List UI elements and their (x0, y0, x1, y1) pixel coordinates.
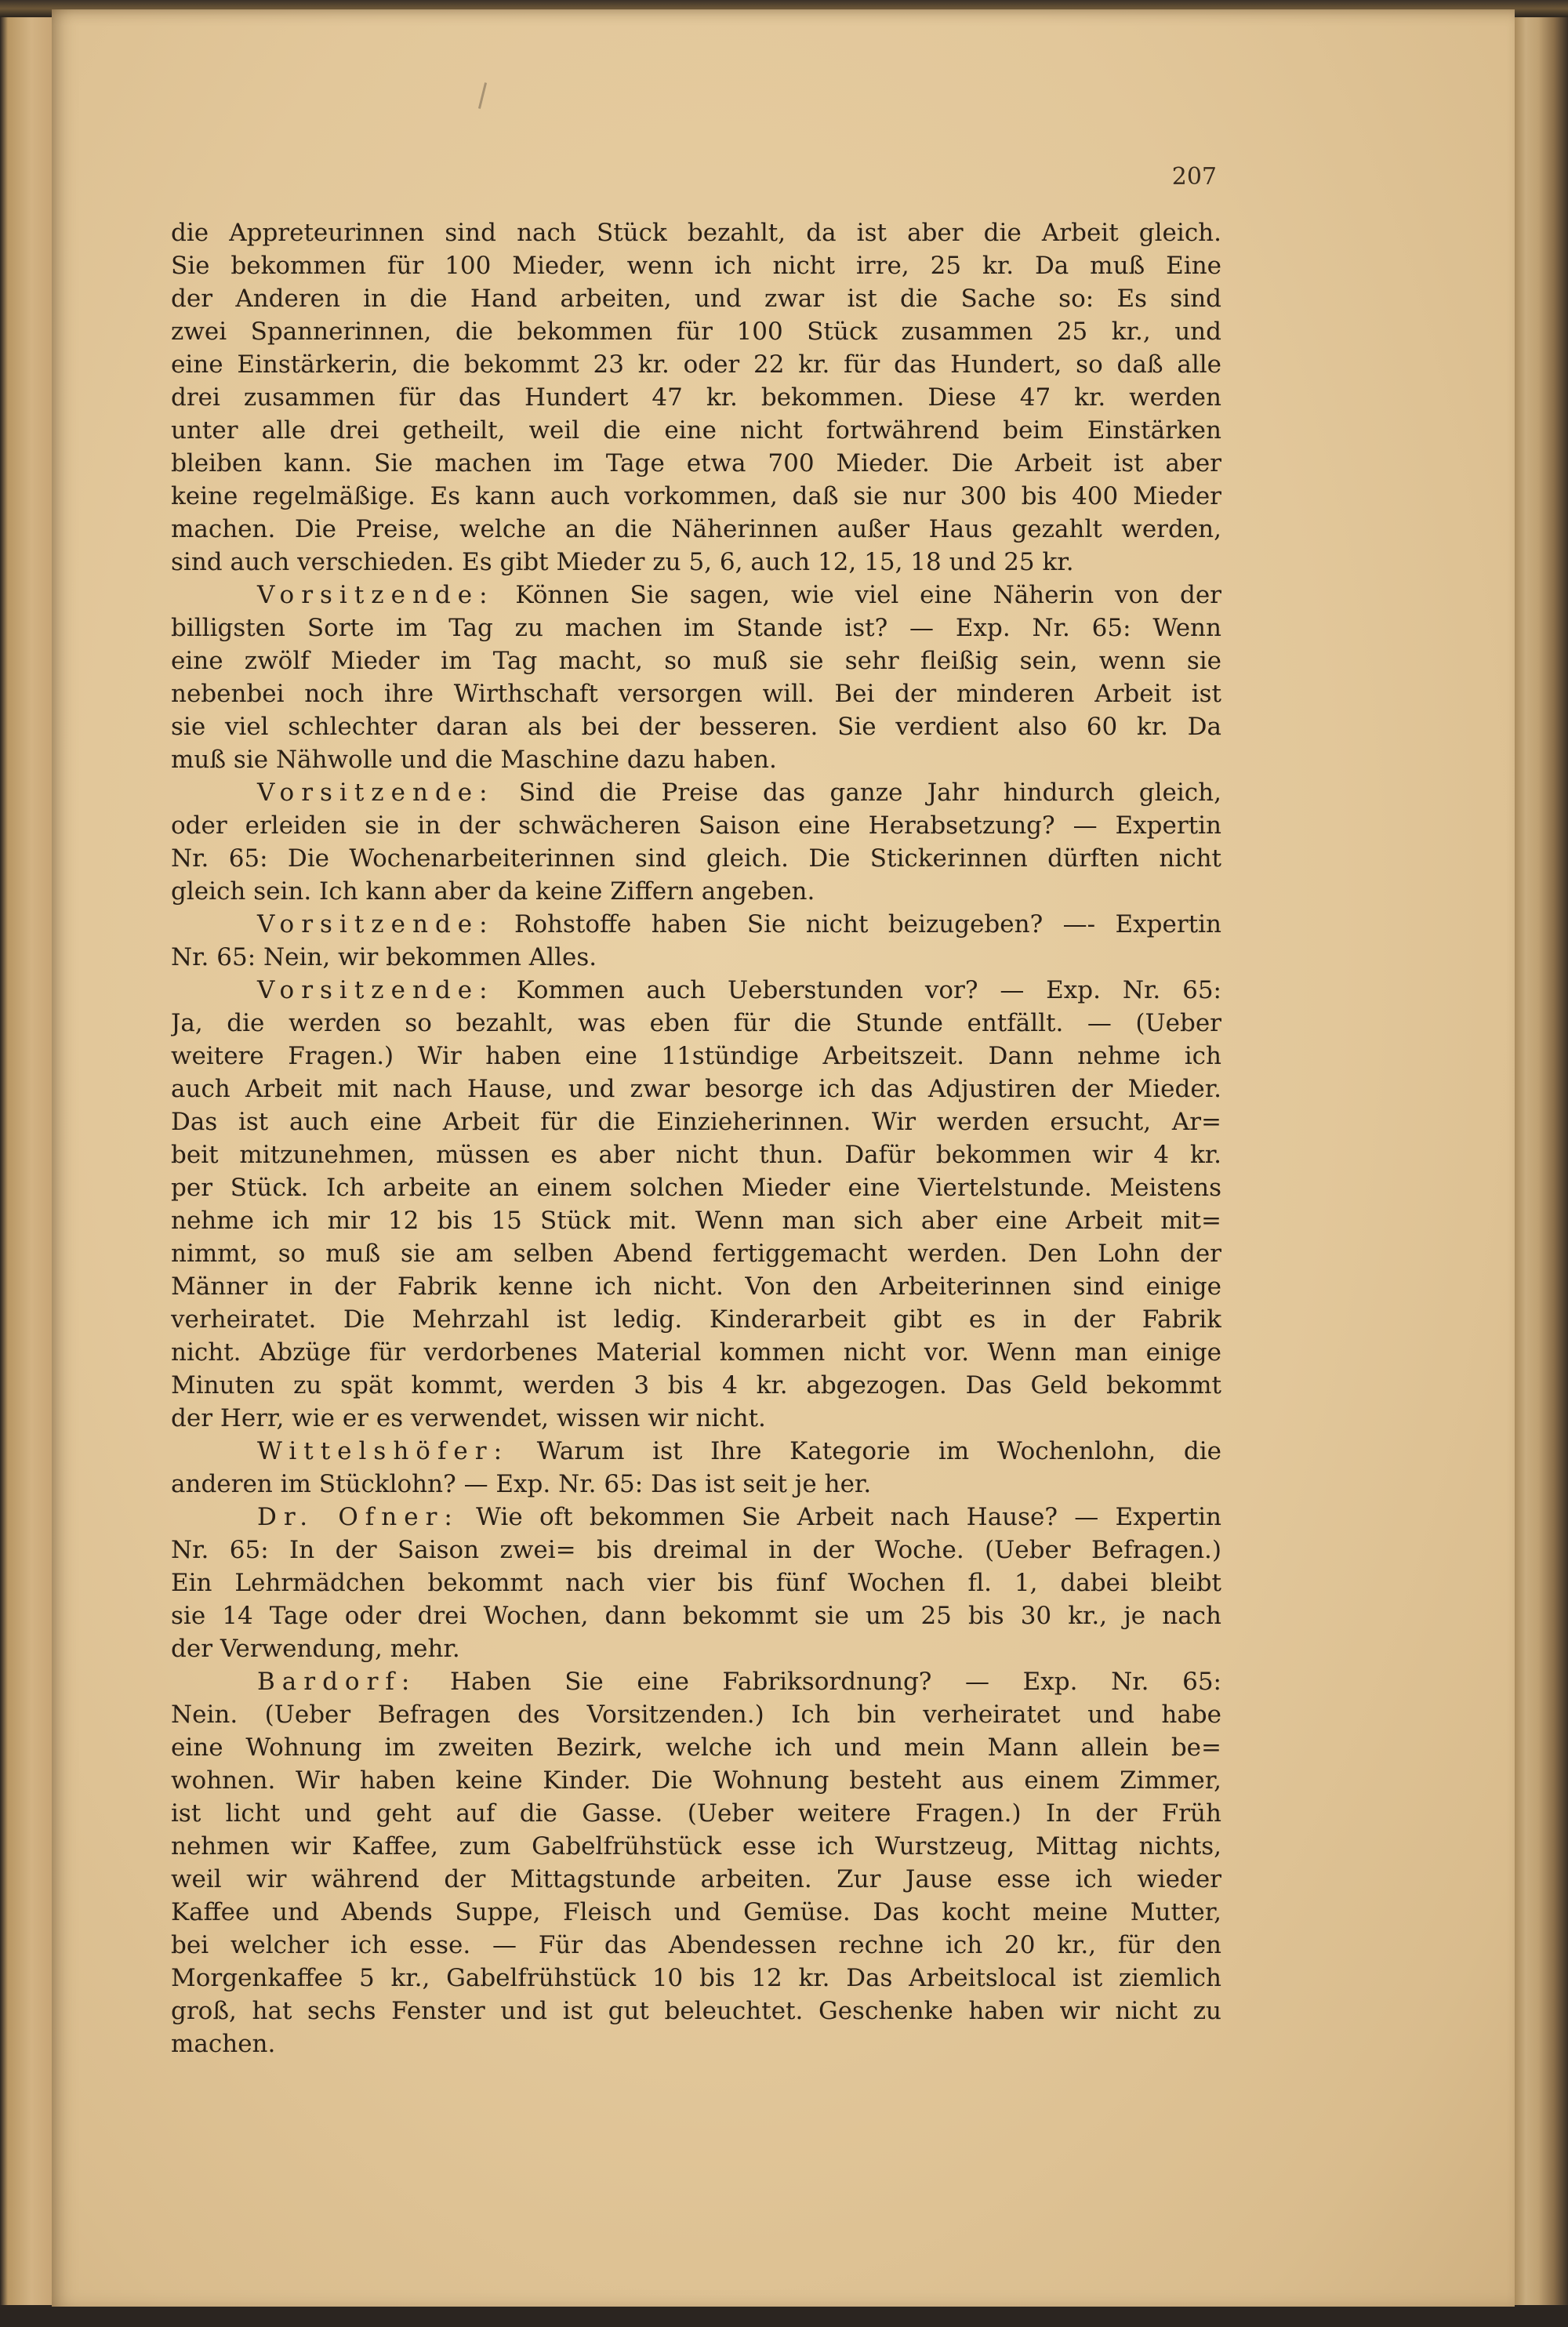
line-text: gleich sein. Ich kann aber da keine Ziffern angeben. (171, 877, 815, 906)
text-line (171, 1402, 1221, 1435)
text-line (171, 1863, 1221, 1896)
line-text: Nein. (Ueber Befragen des Vorsitzenden.) Ich bin verheiratet und habe (171, 1701, 1221, 1729)
text-line (171, 710, 1221, 743)
text-line (171, 1171, 1221, 1204)
text-line (171, 249, 1221, 282)
line-text: zwei Spannerinnen, die bekommen für 100 Stück zusammen 25 kr., und (171, 318, 1221, 346)
text-line (171, 1369, 1221, 1402)
text-line (171, 1138, 1221, 1171)
text-line (171, 414, 1221, 447)
text-line (171, 1336, 1221, 1369)
text-line (171, 1698, 1221, 1731)
line-text: nimmt, so muß sie am selben Abend fertiggemacht werden. Den Lohn der (171, 1240, 1221, 1268)
text-line (171, 1270, 1221, 1303)
line-text: sie 14 Tage oder drei Wochen, dann bekommt sie um 25 bis 30 kr., je nach (171, 1602, 1221, 1630)
line-text: Das ist auch eine Arbeit für die Einzieherinnen. Wir werden ersucht, Ar= (171, 1108, 1221, 1136)
text-line (171, 1007, 1221, 1040)
text-line (171, 348, 1221, 381)
line-text: machen. (171, 2030, 276, 2058)
line-text: drei zusammen für das Hundert 47 kr. bekommen. Diese 47 kr. werden (171, 383, 1221, 412)
line-text: keine regelmäßige. Es kann auch vorkommen, daß sie nur 300 bis 400 Mieder (171, 482, 1221, 510)
line-text: Kommen auch Ueberstunden vor? — Exp. Nr. 65: (494, 976, 1221, 1004)
line-text: muß sie Nähwolle und die Maschine dazu haben. (171, 746, 777, 774)
text-line (171, 1764, 1221, 1797)
speaker-name: Wittelshöfer: (257, 1437, 510, 1465)
line-text: Nr. 65: In der Saison zwei= bis dreimal in der Woche. (Ueber Befragen.) (171, 1536, 1221, 1564)
right-page-edges (1515, 0, 1568, 2327)
text-line (171, 1303, 1221, 1336)
line-text: beit mitzunehmen, müssen es aber nicht thun. Dafür bekommen wir 4 kr. (171, 1141, 1221, 1169)
text-line (171, 677, 1221, 710)
text-line (171, 875, 1221, 908)
line-text: Haben Sie eine Fabriksordnung? — Exp. Nr. 65: (416, 1668, 1221, 1696)
text-line (171, 1468, 1221, 1501)
line-text: Nr. 65: Die Wochenarbeiterinnen sind gleich. Die Stickerinnen dürften nicht (171, 844, 1221, 873)
text-line (171, 315, 1221, 348)
line-text: der Herr, wie er es verwendet, wissen wir nicht. (171, 1404, 766, 1432)
line-text: bleiben kann. Sie machen im Tage etwa 700 Mieder. Die Arbeit ist aber (171, 449, 1221, 477)
text-line (171, 1237, 1221, 1270)
bottom-shadow (0, 2305, 1568, 2327)
text-line (171, 216, 1221, 249)
speaker-name: Dr. Ofner: (257, 1503, 459, 1531)
line-text: Sie bekommen für 100 Mieder, wenn ich nicht irre, 25 kr. Da muß Eine (171, 252, 1221, 280)
line-text: eine zwölf Mieder im Tag macht, so muß sie sehr fleißig sein, wenn sie (171, 647, 1221, 675)
line-text: nehme ich mir 12 bis 15 Stück mit. Wenn man sich aber eine Arbeit mit= (171, 1207, 1221, 1235)
text-line (171, 1073, 1221, 1105)
line-text: bei welcher ich esse. — Für das Abendessen rechne ich 20 kr., für den (171, 1931, 1221, 1959)
text-line (171, 776, 1221, 809)
text-line (171, 842, 1221, 875)
text-line (171, 1105, 1221, 1138)
line-text: anderen im Stücklohn? — Exp. Nr. 65: Das ist seit je her. (171, 1470, 872, 1498)
text-line (171, 1995, 1221, 2028)
text-line (171, 2028, 1221, 2060)
line-text: groß, hat sechs Fenster und ist gut beleuchtet. Geschenke haben wir nicht zu (171, 1997, 1221, 2025)
text-line (171, 809, 1221, 842)
speaker-name: Vorsitzende: (257, 779, 495, 807)
line-text: machen. Die Preise, welche an die Näherinnen außer Haus gezahlt werden, (171, 515, 1221, 543)
speaker-name: Bardorf: (257, 1668, 417, 1696)
line-text: nebenbei noch ihre Wirthschaft versorgen will. Bei der minderen Arbeit ist (171, 680, 1221, 708)
line-text: Männer in der Fabrik kenne ich nicht. Von den Arbeiterinnen sind einige (171, 1272, 1221, 1301)
line-text: Sind die Preise das ganze Jahr hindurch gleich, (494, 779, 1221, 807)
text-line (171, 941, 1221, 974)
line-text: Kaffee und Abends Suppe, Fleisch und Gemüse. Das kocht meine Mutter, (171, 1898, 1221, 1926)
text-line (171, 1929, 1221, 1962)
line-text: eine Einstärkerin, die bekommt 23 kr. oder 22 kr. für das Hundert, so daß alle (171, 350, 1221, 379)
text-line (171, 1534, 1221, 1566)
speaker-name: Vorsitzende: (257, 581, 495, 609)
text-line (171, 974, 1221, 1007)
text-line (171, 644, 1221, 677)
line-text: ist licht und geht auf die Gasse. (Ueber weitere Fragen.) In der Früh (171, 1799, 1221, 1828)
line-text: nicht. Abzüge für verdorbenes Material kommen nicht vor. Wenn man einige (171, 1338, 1221, 1367)
text-line (171, 1962, 1221, 1995)
text-line (171, 1599, 1221, 1632)
text-line (171, 1501, 1221, 1534)
line-text: Ja, die werden so bezahlt, was eben für die Stunde entfällt. — (Ueber (171, 1009, 1221, 1037)
line-text: auch Arbeit mit nach Hause, und zwar besorge ich das Adjustiren der Mieder. (171, 1075, 1221, 1103)
line-text: Wie oft bekommen Sie Arbeit nach Hause? — Expertin (459, 1503, 1221, 1531)
line-text: Können Sie sagen, wie viel eine Näherin von der (494, 581, 1221, 609)
speaker-name: Vorsitzende: (257, 976, 495, 1004)
text-line (171, 612, 1221, 644)
text-line (171, 1830, 1221, 1863)
text-line (171, 1665, 1221, 1698)
left-page-edge (0, 0, 53, 2327)
line-text: wohnen. Wir haben keine Kinder. Die Wohnung besteht aus einem Zimmer, (171, 1766, 1221, 1795)
line-text: oder erleiden sie in der schwächeren Saison eine Herabsetzung? — Expertin (171, 811, 1221, 840)
text-line (171, 1896, 1221, 1929)
line-text: Warum ist Ihre Kategorie im Wochenlohn, die (509, 1437, 1221, 1465)
line-text: Morgenkaffee 5 kr., Gabelfrühstück 10 bis 12 kr. Das Arbeitslocal ist ziemlich (171, 1964, 1221, 1992)
line-text: der Anderen in die Hand arbeiten, und zwar ist die Sache so: Es sind (171, 285, 1221, 313)
line-text: Ein Lehrmädchen bekommt nach vier bis fünf Wochen fl. 1, dabei bleibt (171, 1569, 1221, 1597)
text-line (171, 1632, 1221, 1665)
text-line (171, 447, 1221, 480)
text-line (171, 1731, 1221, 1764)
text-line (171, 513, 1221, 546)
text-line (171, 1435, 1221, 1468)
line-text: unter alle drei getheilt, weil die eine nicht fortwährend beim Einstärken (171, 416, 1221, 445)
line-text: Minuten zu spät kommt, werden 3 bis 4 kr. abgezogen. Das Geld bekommt (171, 1371, 1221, 1399)
text-line (171, 381, 1221, 414)
line-text: die Appreteurinnen sind nach Stück bezahlt, da ist aber die Arbeit gleich. (171, 219, 1221, 247)
text-line (171, 1204, 1221, 1237)
line-text: der Verwendung, mehr. (171, 1635, 460, 1663)
text-line (171, 1797, 1221, 1830)
text-line (171, 546, 1221, 579)
line-text: weil wir während der Mittagstunde arbeiten. Zur Jause esse ich wieder (171, 1865, 1221, 1893)
text-line (171, 1566, 1221, 1599)
page-number: 207 (1171, 163, 1217, 191)
text-line (171, 282, 1221, 315)
line-text: Rohstoffe haben Sie nicht beizugeben? —- Expertin (494, 910, 1221, 938)
text-line (171, 579, 1221, 612)
text-line (171, 908, 1221, 941)
line-text: weitere Fragen.) Wir haben eine 11stündige Arbeitszeit. Dann nehme ich (171, 1042, 1221, 1070)
line-text: sie viel schlechter daran als bei der besseren. Sie verdient also 60 kr. Da (171, 713, 1221, 741)
text-line (171, 743, 1221, 776)
line-text: sind auch verschieden. Es gibt Mieder zu 5, 6, auch 12, 15, 18 und 25 kr. (171, 548, 1074, 576)
line-text: eine Wohnung im zweiten Bezirk, welche ich und mein Mann allein be= (171, 1733, 1221, 1762)
line-text: billigsten Sorte im Tag zu machen im Stande ist? — Exp. Nr. 65: Wenn (171, 614, 1221, 642)
line-text: Nr. 65: Nein, wir bekommen Alles. (171, 943, 597, 971)
speaker-name: Vorsitzende: (257, 910, 495, 938)
line-text: per Stück. Ich arbeite an einem solchen Mieder eine Viertelstunde. Meistens (171, 1174, 1221, 1202)
text-line (171, 1040, 1221, 1073)
body-text (171, 216, 1221, 2060)
line-text: verheiratet. Die Mehrzahl ist ledig. Kinderarbeit gibt es in der Fabrik (171, 1305, 1221, 1334)
line-text: nehmen wir Kaffee, zum Gabelfrühstück esse ich Wurstzeug, Mittag nichts, (171, 1832, 1221, 1861)
text-line (171, 480, 1221, 513)
